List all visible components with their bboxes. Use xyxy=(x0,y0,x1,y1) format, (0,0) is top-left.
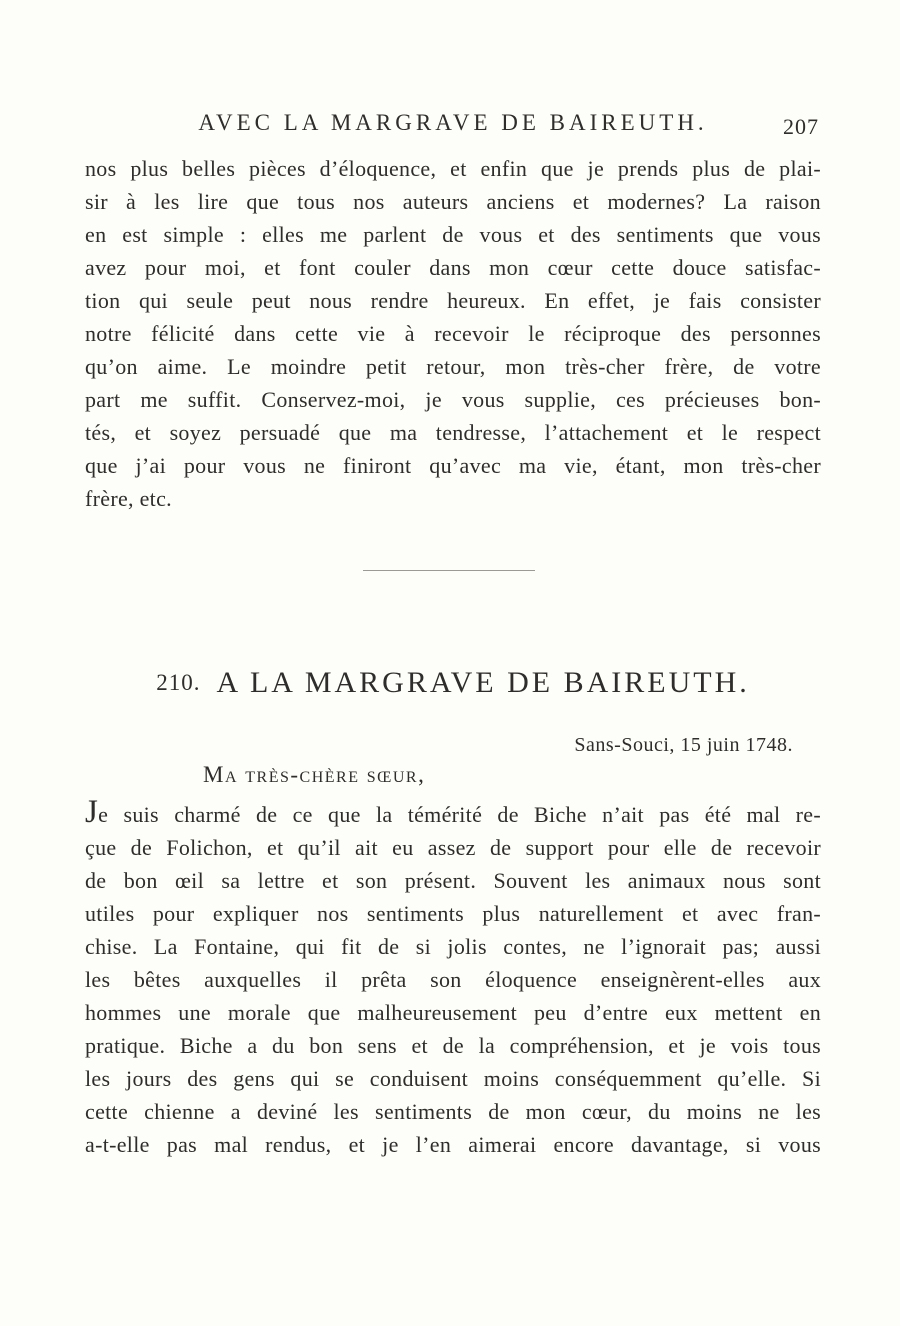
letter-210-heading xyxy=(85,666,821,700)
text-line: çue de Folichon, et qu’il ait eu assez de support pour elle de recevoir xyxy=(85,835,821,860)
text-line: que j’ai pour vous ne finiront qu’avec ma vie, étant, mon très-cher xyxy=(85,453,821,478)
letter-210-body-paragraph xyxy=(85,798,821,1161)
text-line: en est simple : elles me parlent de vous et des sentiments que vous xyxy=(85,222,821,247)
text-line: les jours des gens qui se conduisent moins conséquemment qu’elle. Si xyxy=(85,1066,821,1091)
section-divider-rule xyxy=(363,570,535,571)
text-line: frère, etc. xyxy=(85,486,172,511)
text-line: tés, et soyez persuadé que ma tendresse, l’attachement et le respect xyxy=(85,420,821,445)
text-line: utiles pour expliquer nos sentiments plus naturellement et avec fran- xyxy=(85,901,821,926)
text-line: chise. La Fontaine, qui fit de si jolis contes, ne l’ignorait pas; aussi xyxy=(85,934,821,959)
text-line: cette chienne a deviné les sentiments de mon cœur, du moins ne les xyxy=(85,1099,821,1124)
text-line: de bon œil sa lettre et son présent. Souvent les animaux nous sont xyxy=(85,868,821,893)
letter-209-closing-paragraph xyxy=(85,152,821,515)
running-title: AVEC LA MARGRAVE DE BAIREUTH. xyxy=(198,110,708,135)
text-line: qu’on aime. Le moindre petit retour, mon très-cher frère, de votre xyxy=(85,354,821,379)
text-line: nos plus belles pièces d’éloquence, et enfin que je prends plus de plai- xyxy=(85,156,821,181)
text-line: hommes une morale que malheureusement peu d’entre eux mettent en xyxy=(85,1000,821,1025)
text-line: les bêtes auxquelles il prêta son éloquence enseignèrent-elles aux xyxy=(85,967,821,992)
letter-number: 210. xyxy=(156,670,201,695)
running-head xyxy=(85,110,821,142)
text-line: avez pour moi, et font couler dans mon cœur cette douce satisfac- xyxy=(85,255,821,280)
text-line: pratique. Biche a du bon sens et de la compréhension, et je vois tous xyxy=(85,1033,821,1058)
text-line: part me suffit. Conservez-moi, je vous supplie, ces précieuses bon- xyxy=(85,387,821,412)
salutation: Ma très-chère sœur, xyxy=(203,762,426,787)
text-line: Je suis charmé de ce que la témérité de Biche n’ait pas été mal re- xyxy=(85,798,821,830)
letter-title: A LA MARGRAVE DE BAIREUTH. xyxy=(216,666,750,699)
text-line: notre félicité dans cette vie à recevoir le réciproque des personnes xyxy=(85,321,821,346)
page-number: 207 xyxy=(783,114,819,139)
text-line: a-t-elle pas mal rendus, et je l’en aimerai encore davantage, si vous xyxy=(85,1132,821,1157)
dateline: Sans-Souci, 15 juin 1748. xyxy=(574,734,793,756)
text-line: sir à les lire que tous nos auteurs anciens et modernes? La raison xyxy=(85,189,821,214)
text-line: tion qui seule peut nous rendre heureux. En effet, je fais consister xyxy=(85,288,821,313)
